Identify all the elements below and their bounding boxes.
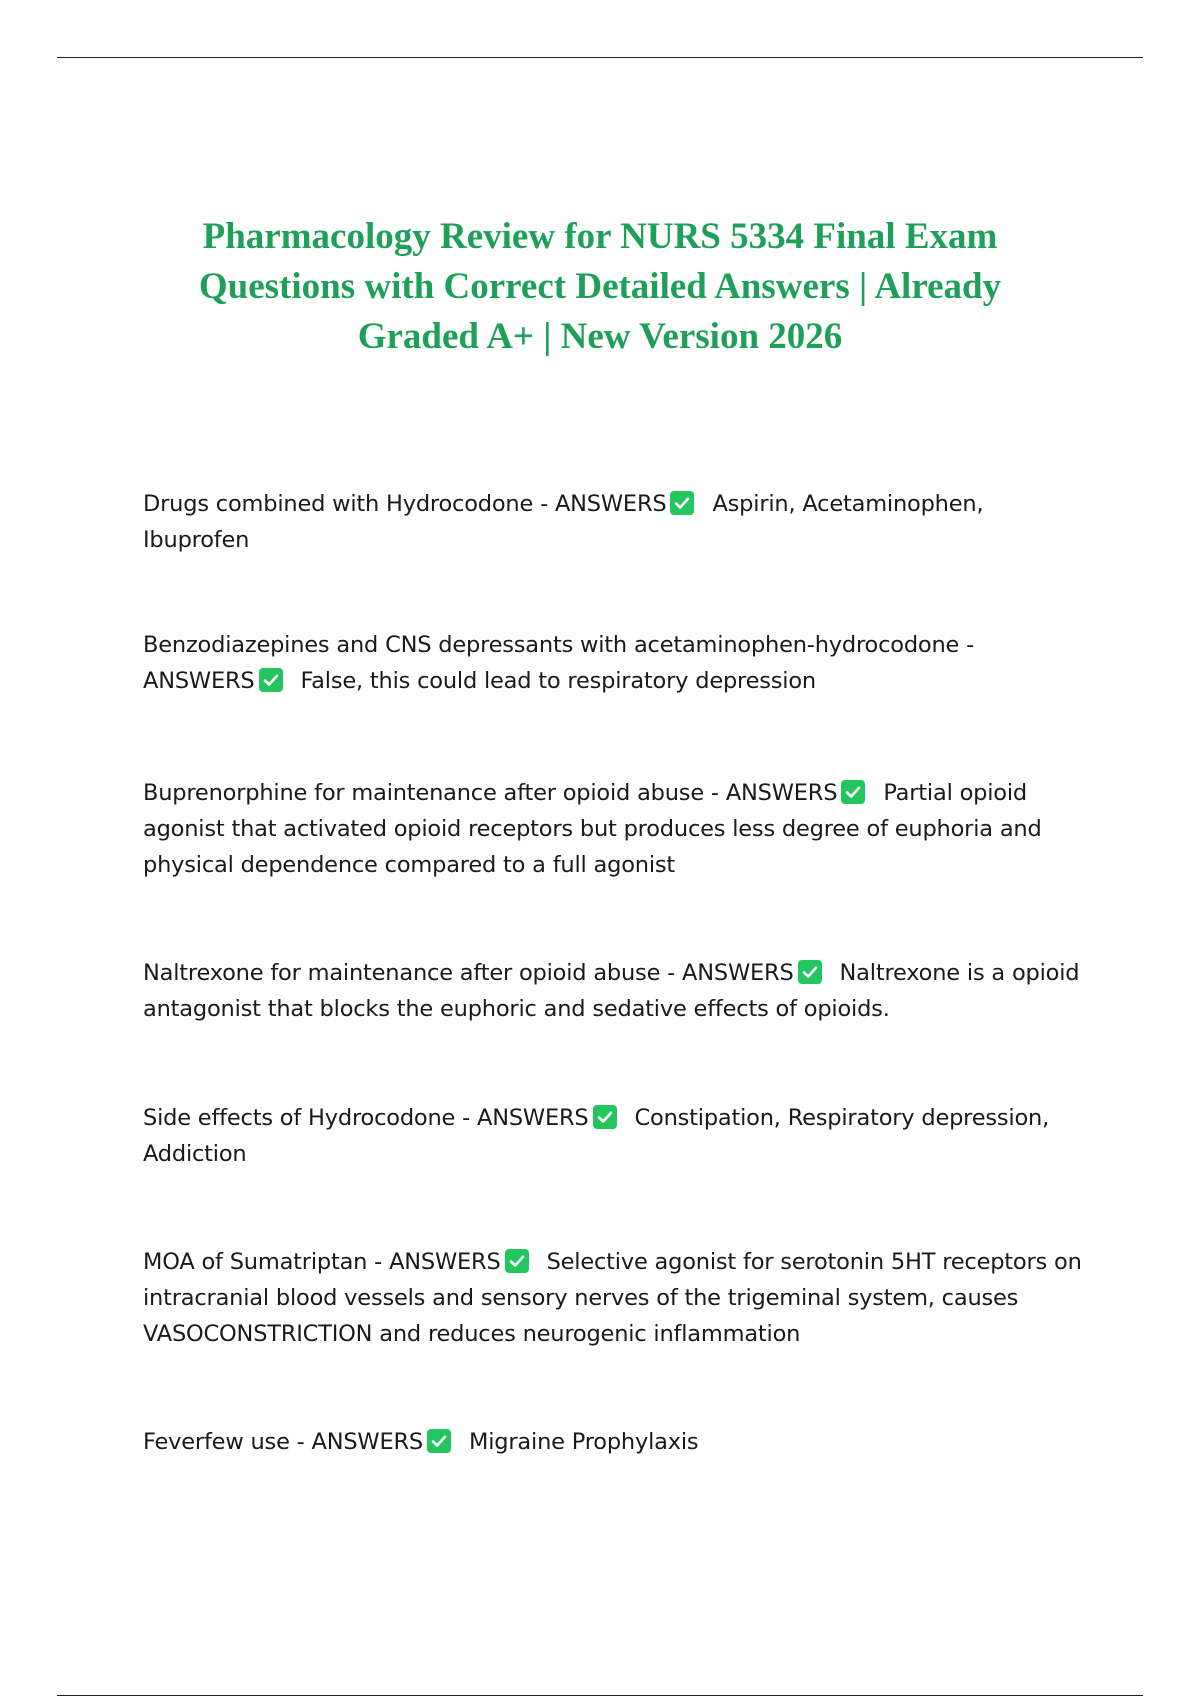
qa-item bbox=[143, 1100, 1083, 1172]
answer-text: Partial opioid agonist that activated opioid receptors but produces less degree of euphoria and physical dependence compared to a full agonist bbox=[143, 780, 1042, 878]
qa-item bbox=[143, 775, 1083, 883]
answer-text: Naltrexone is a opioid antagonist that blocks the euphoric and sedative effects of opioids. bbox=[143, 960, 1080, 1022]
answer-text: Migraine Prophylaxis bbox=[469, 1429, 699, 1455]
question-text: Naltrexone for maintenance after opioid abuse - bbox=[143, 960, 683, 986]
answer-marker: ANSWERS bbox=[389, 1249, 501, 1275]
check-icon bbox=[798, 960, 822, 984]
check-icon bbox=[259, 668, 283, 692]
check-icon bbox=[841, 780, 865, 804]
answer-text: Selective agonist for serotonin 5HT receptors on intracranial blood vessels and sensory nerves of the trigeminal system, causes VASOCONSTRICTION and reduces neurogenic inflammation bbox=[143, 1249, 1082, 1347]
qa-item bbox=[143, 1244, 1083, 1352]
qa-item bbox=[143, 955, 1083, 1027]
question-text: Side effects of Hydrocodone - bbox=[143, 1105, 477, 1131]
document-title: Pharmacology Review for NURS 5334 Final Exam Questions with Correct Detailed Answers | Already Graded A+ | New Version 2026 bbox=[198, 216, 1002, 357]
answer-marker: ANSWERS bbox=[143, 668, 255, 694]
question-text: Drugs combined with Hydrocodone - bbox=[143, 491, 555, 517]
check-icon bbox=[670, 491, 694, 515]
answer-text: Aspirin, Acetaminophen, Ibuprofen bbox=[143, 491, 984, 553]
check-icon bbox=[593, 1105, 617, 1129]
question-text: MOA of Sumatriptan - bbox=[143, 1249, 390, 1275]
bottom-divider bbox=[57, 1695, 1143, 1696]
answer-marker: ANSWERS bbox=[554, 491, 667, 517]
qa-item bbox=[143, 486, 1083, 558]
check-icon bbox=[427, 1429, 451, 1453]
answer-marker: ANSWERS bbox=[725, 780, 838, 806]
top-divider bbox=[57, 57, 1143, 58]
check-icon bbox=[505, 1249, 529, 1273]
answer-text: False, this could lead to respiratory depression bbox=[300, 668, 816, 694]
qa-item bbox=[143, 627, 1083, 699]
answer-marker: ANSWERS bbox=[682, 960, 794, 986]
question-text: Benzodiazepines and CNS depressants with acetaminophen-hydrocodone - bbox=[143, 632, 975, 658]
answer-marker: ANSWERS bbox=[311, 1429, 424, 1455]
answer-marker: ANSWERS bbox=[477, 1105, 589, 1131]
answer-text: Constipation, Respiratory depression, Addiction bbox=[143, 1105, 1050, 1167]
question-text: Feverfew use - bbox=[143, 1429, 312, 1455]
qa-item bbox=[143, 1424, 698, 1460]
question-text: Buprenorphine for maintenance after opioid abuse - bbox=[143, 780, 726, 806]
